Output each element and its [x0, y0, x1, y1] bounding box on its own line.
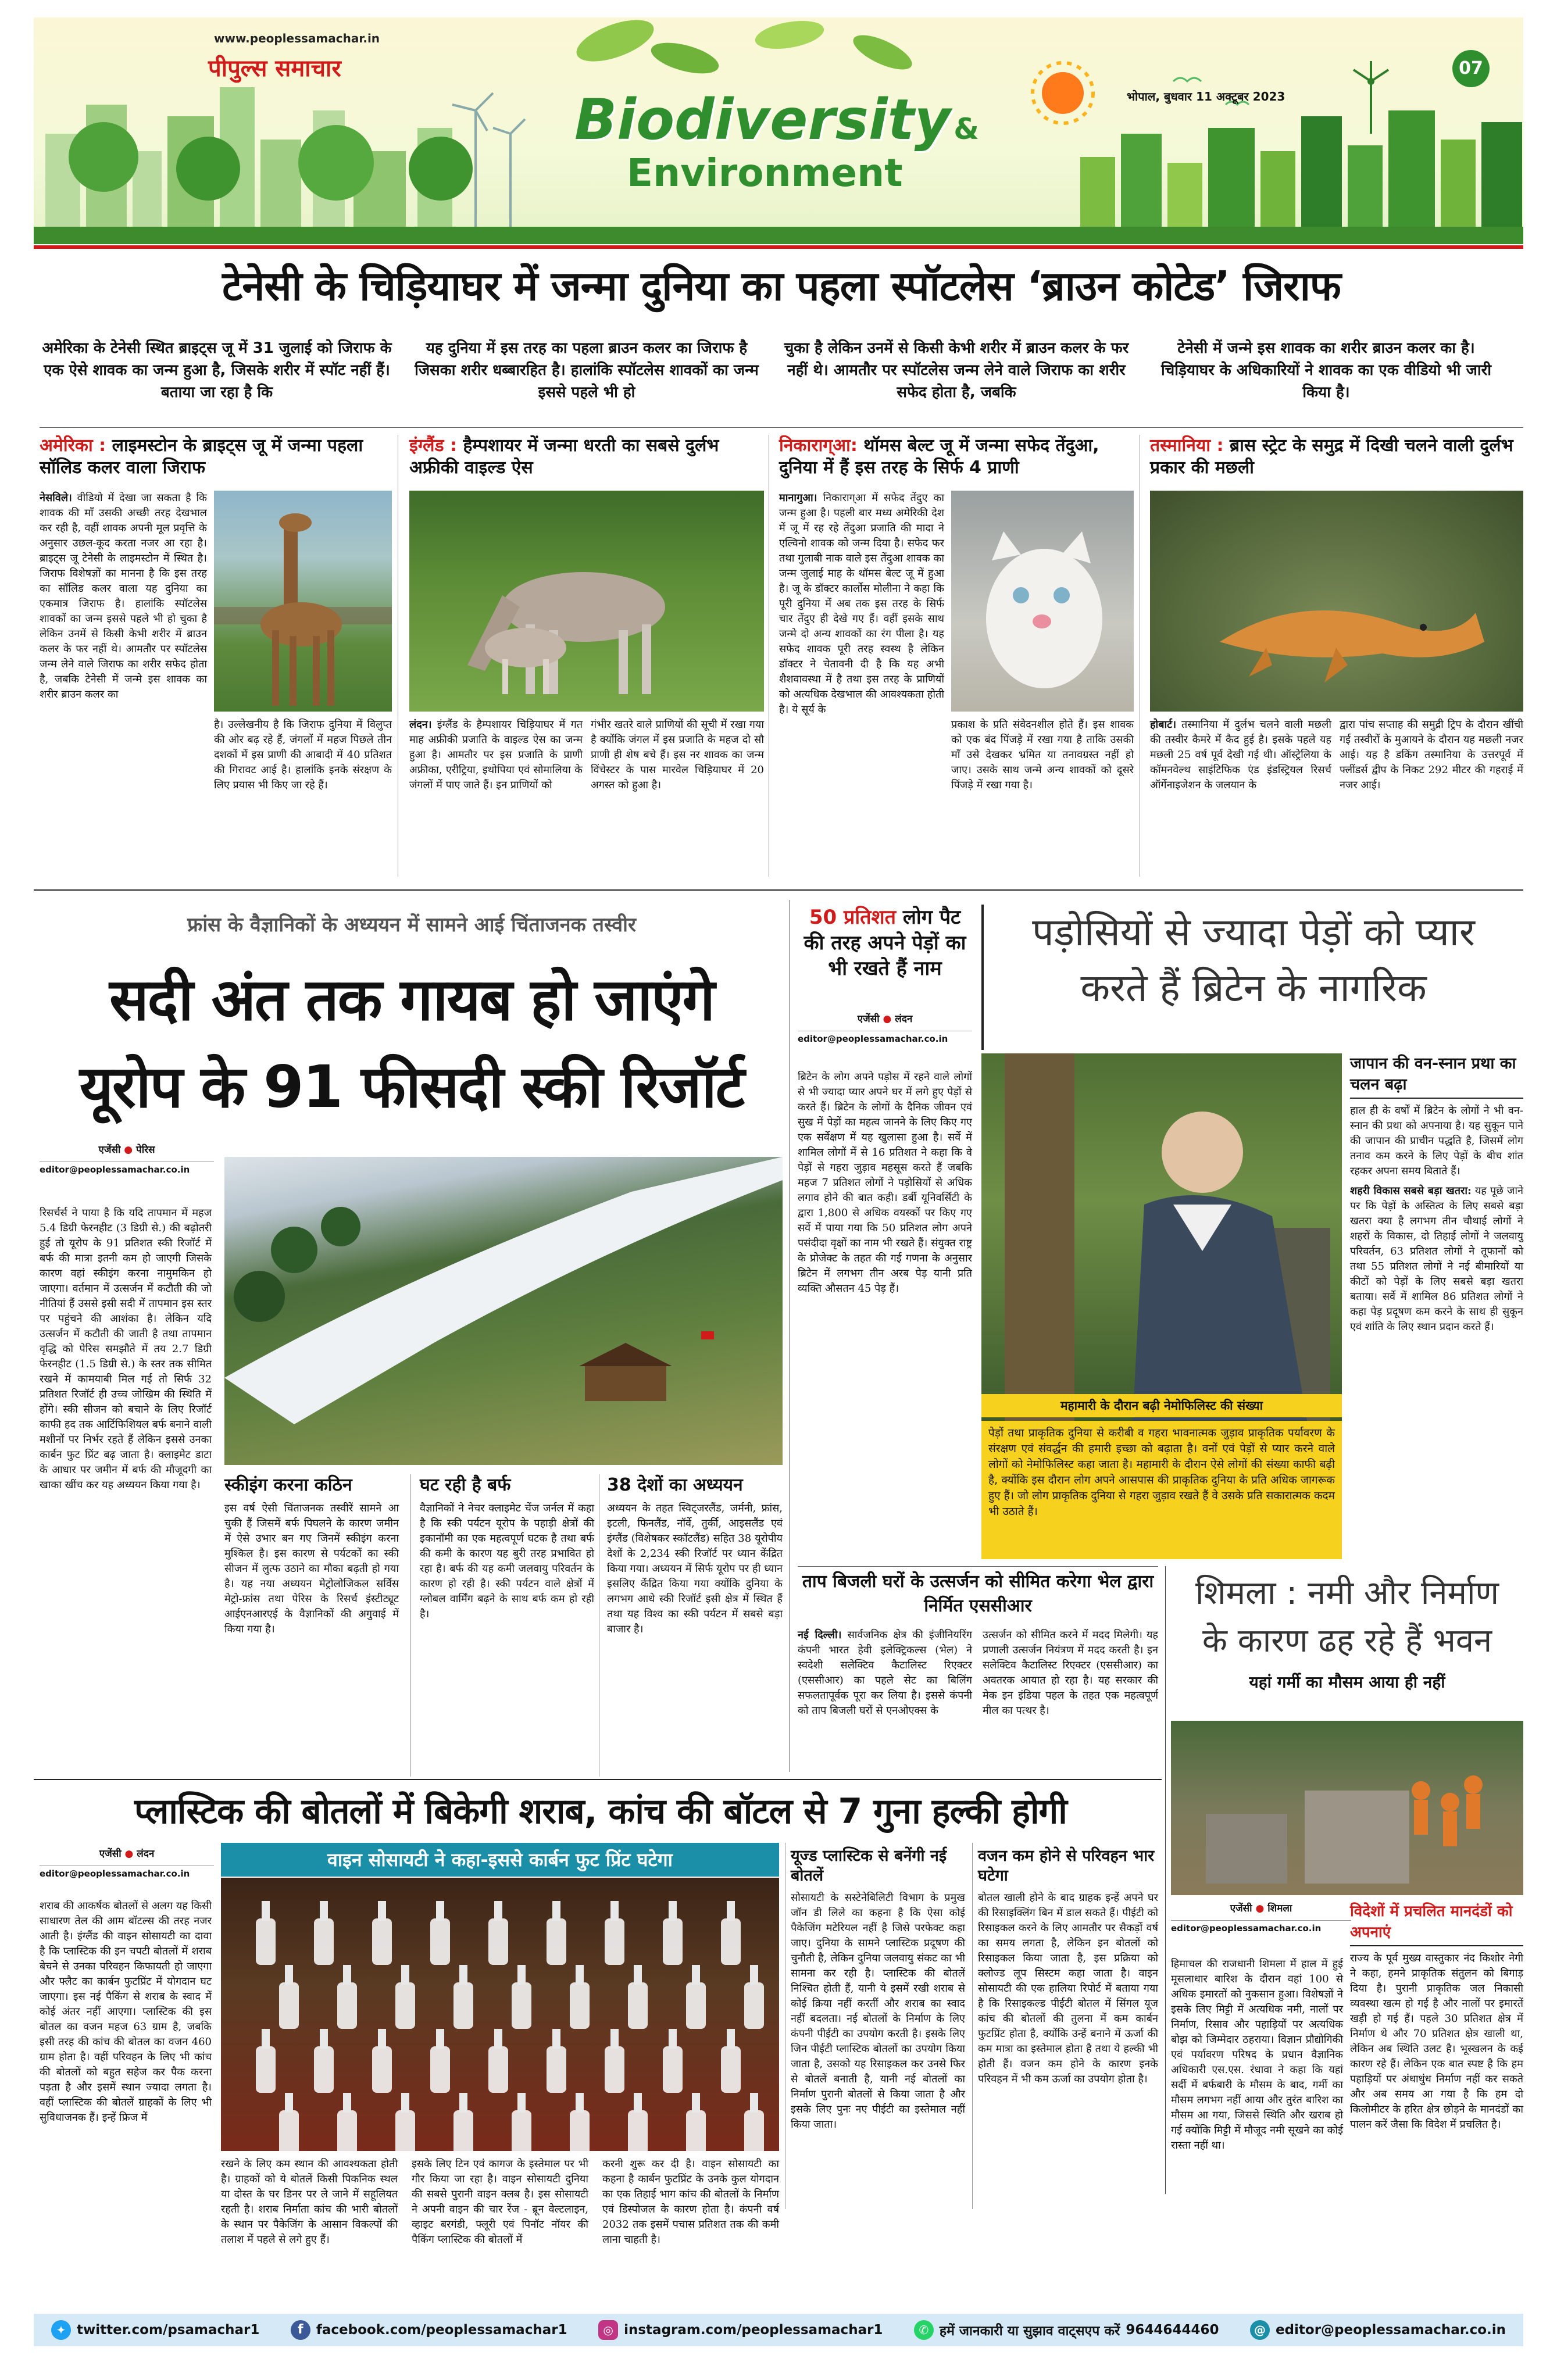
story-3-lead: मानागुआ। — [779, 492, 817, 504]
plastic-sub-1 — [791, 1846, 965, 2132]
story-2-body: इंग्लैंड के हैम्पशायर चिड़ियाघर में गत माह अफ्रीकी प्रजाति के वाइल्ड ऐस का जन्म हुआ है। आमतौर पर इस प्रजाति के प्राणी अफ्रीका, एरीट्रिया, इथोपिया एवं सोमालिया के जंगलों में पाए जाते हैं। इन प्राणियों को — [409, 719, 583, 791]
ski-agency: एजेंसी — [98, 1144, 121, 1156]
shimla-byline — [1171, 1901, 1351, 1934]
col-divider — [972, 1843, 973, 2209]
plastic-agency-line: एजेंसी ● लंदन — [99, 1848, 155, 1860]
email-address: editor@peoplessamachar.co.in — [1275, 2322, 1506, 2338]
ski-kicker: फ्रांस के वैज्ञानिकों के अध्ययन में सामने आई चिंताजनक तस्वीर — [187, 913, 636, 937]
plastic-byline — [40, 1846, 214, 1879]
shimla-body: हिमाचल की राजधानी शिमला में हाल में हुई मूसलाधार बारिश के दौरान वहां 100 से अधिक इमारतों को नुकसान हुआ। विशेषज्ञों ने इसके लिए मिट्टी में अत्यधिक नमी, नालों पर निर्माण, रिसाव और पहाड़ियों पर अत्यधिक बोझ को जिम्मेदार ठहराया। विज्ञान प्रौद्योगिकी एवं पर्यावरण परिषद के प्रधान वैज्ञानिक अधिकारी एस.एस. रंधावा ने कहा कि यहां सर्दी में बर्फबारी के मौसम के बाद, गर्मी का मौसम लगभग नहीं आया और तुरंत बारिश का मौसम आ गया, जिससे स्थिति और खराब हो गई क्योंकि मिट्टी में मौजूद नमी सूखने का कोई रास्ता नहीं था। — [1171, 1958, 1343, 2152]
pets-agency-line: एजेंसी ● लंदन — [857, 1013, 913, 1025]
shimla-agency-line: एजेंसी ● शिमला — [1230, 1903, 1292, 1914]
bottle — [256, 1901, 276, 1965]
rule-bhel — [798, 1566, 1158, 1567]
bottle — [744, 2093, 764, 2151]
bottle — [256, 2029, 276, 2093]
footer-twitter[interactable] — [51, 2320, 259, 2340]
shimla-agency: एजेंसी — [1230, 1903, 1252, 1914]
plastic-col-2: रखने के लिए कम स्थान की आवश्यकता होती है। ग्राहकों को ये बोतलें किसी पिकनिक स्थल या दोस्त के घर डिनर पर ले जाने में सहूलियत रहती है। शराब निर्माता कांच की भारी बोतलों के स्थान पर पैकेजिंग के आसान विकल्पों की तलाश में पहले से लगे हुए हैं। — [221, 2158, 398, 2246]
ski-slope-figure — [224, 1157, 783, 1465]
wild-ass-figure — [409, 491, 764, 712]
story-4-text-2: द्वारा पांच सप्ताह की समुद्री ट्रिप के दौरान खींची गई तस्वीरों के मुआयने के दौरान यह मछली नजर आई। यह है डकिंग तस्मानिया के उत्तरपूर्व में फ्लींडर्स द्वीप के निकट 292 मीटर की गहराई में नजर आई। — [1340, 719, 1523, 791]
pets-agency: एजेंसी — [857, 1013, 880, 1025]
plastic-city: लंदन — [137, 1848, 155, 1860]
giraffe-headline: टेनेसी के चिड़ियाघर में जन्मा दुनिया का पहला स्पॉटलेस ‘ब्राउन कोटेड’ जिराफ — [222, 262, 1341, 310]
ski-agency-line: एजेंसी ● पेरिस — [98, 1144, 155, 1156]
bottle — [721, 1901, 741, 1965]
bottle — [395, 1965, 415, 2029]
bottles-photo — [221, 1878, 779, 2151]
ski-byline — [40, 1142, 214, 1175]
ski-city: पेरिस — [136, 1144, 155, 1156]
bottle — [547, 1901, 566, 1965]
pets-headline-rest: लोग पैट की तरह अपने पेड़ों का भी रखते हैं नाम — [804, 906, 966, 980]
section-title — [574, 87, 979, 194]
bottle — [628, 2093, 648, 2151]
shimla-side-head: विदेशों में प्रचलित मानदंडों को अपनाएं — [1350, 1901, 1523, 1946]
title-environment: Environment — [627, 151, 903, 195]
white-leopard-figure — [951, 491, 1134, 712]
trees-figure — [981, 1053, 1342, 1421]
ski-sub-2 — [420, 1474, 594, 1622]
trees-photo — [981, 1053, 1342, 1421]
col-divider — [410, 1474, 411, 1777]
bottles-figure — [221, 1878, 779, 2151]
bottle — [279, 2093, 299, 2151]
bottle — [512, 2093, 531, 2151]
plastic-agency: एजेंसी — [99, 1848, 122, 1860]
shimla-headline-2: के कारण ढह रहे हैं भवन — [1202, 1622, 1492, 1660]
bhel-headline: ताप बिजली घरों के उत्सर्जन को सीमित करेगा भेल द्वारा निर्मित एससीआर — [802, 1571, 1154, 1616]
bottle — [372, 2029, 392, 2093]
bottle — [488, 2029, 508, 2093]
bhel-text: सार्वजनिक क्षेत्र की इंजीनियरिंग कंपनी भारत हेवी इलेक्ट्रिकल्स (भेल) ने स्वदेशी सलेक्टिव कैटालिस्ट रिएक्टर (एससीआर) का पहले सेट का बिलिंग सफलतापूर्वक पूरा कर लिया है। इससे कंपनी को ताप बिजली घरों से एनओएक्स के — [798, 1629, 972, 1717]
bottle — [453, 2093, 473, 2151]
plastic-sub-2-head: वजन कम होने से परिवहन भार घटेगा — [978, 1847, 1155, 1885]
story-2-text-2: गंभीर खतरे वाले प्राणियों की सूची में रखा गया है क्योंकि जंगल में इस प्रजाति के महज दो सौ प्राणी ही शेष बचे हैं। इस नर शावक का जन्म विंचेस्टर के पास मारवेल चिड़ियाघर में 20 अगस्त को हुआ है। — [591, 719, 764, 791]
giraffe-photo — [214, 491, 392, 712]
giraffe-intro — [40, 337, 1523, 424]
giraffe-story-1 — [40, 435, 393, 877]
footer-bar — [34, 2314, 1523, 2346]
page-number: 07 — [1452, 50, 1490, 87]
story-1-text — [40, 491, 207, 702]
wild-ass-photo — [409, 491, 764, 712]
shimla-sidebar — [1350, 1901, 1523, 2132]
trees-sidebar — [1350, 1053, 1523, 1335]
facebook-icon: f — [291, 2320, 310, 2340]
story-4-lead: होबार्ट। — [1150, 719, 1177, 731]
col-divider — [1165, 1566, 1166, 2194]
giraffe-story-3 — [779, 435, 1134, 877]
plastic-body-1: शराब की आकर्षक बोतलों से अलग यह किसी साधारण तेल की आम बॉटल्स की तरह नजर आती है। इंग्लैंड की वाइन सोसायटी का दावा है कि प्लास्टिक की इन चपटी बोतलों में शराब बेचने से उनका परिवहन किफायती हो जाएगा और फ्लैट का कार्बन फुटप्रिंट में योगदान घट जाएगा। इस नई पैकिंग से शराब के स्वाद में कोई अंतर नहीं आएगा। प्लास्टिक की इस बोतल का वजन महज 63 ग्राम है, जबकि इसी तरह की कांच की बोतल का वजन 460 ग्राम होता है। वहीं परिवहन के लिए भी कांच की बोतलों को बहुत सहेज कर पैक करना पड़ता है और इसमें स्थान ज्यादा लगता है। वहीं प्लास्टिक की बोतलें ग्राहकों के लिए भी सुविधाजनक हैं। इन्हें फ्रिज में — [40, 1900, 212, 2124]
bottle — [314, 2029, 334, 2093]
ski-body: रिसर्चर्स ने पाया है कि यदि तापमान में महज 5.4 डिग्री फेरनहीट (3 डिग्री से.) की बढ़ोतरी हुई तो यूरोप के 91 प्रतिशत स्की रिजॉर्ट में बर्फ की मात्रा इतनी कम हो जाएगी जिसके कारण वहां स्कीइंग करना नामुमकिन हो जाएगा। वर्तमान में उत्सर्जन में कटौती की जो नीतियां हैं उससे इसी सदी में तापमान इस स्तर पर पहुंचने की आशंका है। लेकिन यदि उत्सर्जन में कटौती की जाती है तथा तापमान वृद्धि को पेरिस समझौते में तय 2.7 डिग्री फेरनहीट (1.5 डिग्री से.) के स्तर तक सीमित रखने में कामयाबी मिल गई तो सिर्फ 32 प्रतिशत रिजॉर्ट ही उच्च जोखिम की स्थिति में होंगे। स्की सीजन को बचाने के लिए रिजॉर्ट काफी हद तक आर्टिफिशियल बर्फ बनाने वाली मशीनों पर निर्भर रहते हैं लेकिन इससे उनका कार्बन फुट प्रिंट बढ़ जाता है। क्लाइमेट डाटा के आधार पर जमीन में बर्फ की मौजूदगी का खाका खींच कर यह अध्ययन किया गया है। — [40, 1207, 212, 1491]
bottle — [570, 1965, 590, 2029]
story-1-head: लाइमस्टोन के ब्राइट्स जू में जन्मा पहला सॉलिड कलर वाला जिराफ — [40, 435, 363, 478]
bottle — [547, 2029, 566, 2093]
ski-sub-3 — [607, 1474, 783, 1637]
shimla-side-text: राज्य के पूर्व मुख्य वास्तुकार नंद किशोर नेगी ने कहा, हमने प्राकृतिक संतुलन को बिगाड़ दिया है। पुरानी प्राकृतिक जल निकासी व्यवस्था खत्म हो गई है और नालों पर इमारतें खड़ी हो गई हैं। पहले 30 प्रतिशत क्षेत्र में निर्माण थे और 70 प्रतिशत क्षेत्र खाली था, लेकिन अब स्थिति उलट है। भूस्खलन के कई कारण रहे हैं। लेकिन एक बात स्पष्ट है कि हम पहाड़ियों पर अंधाधुंध निर्माण नहीं कर सकते और अब समय आ गया है कि हम दो किलोमीटर के हरित क्षेत्र छोड़ने के मानदंडों का पालन करें जैसा कि विदेश में प्रचलित है। — [1350, 1952, 1523, 2131]
story-3-head: थॉमस बेल्ट जू में जन्मा सफेद तेंदुआ, दुनिया में हैं इस तरह के सिर्फ 4 प्राणी — [779, 435, 1099, 478]
story-2-head: हैम्पशायर में जन्मा धरती का सबसे दुर्लभ अफ्रीकी वाइल्ड ऐस — [409, 435, 719, 478]
white-leopard-photo — [951, 491, 1134, 712]
plastic-sub-1-text: सोसायटी के सस्टेनेबिलिटी विभाग के प्रमुख जॉन डी लिले का कहना है कि ऐसा कोई पैकेजिंग मटेरियल नहीं है जिसे परफेक्ट कहा जाए। दुनिया के सामने प्लास्टिक प्रदूषण की चुनौती है, लेकिन दुनिया जलवायु संकट का भी सामना कर रही है। प्लास्टिक की बोतलें निश्चित होती हैं, यानी ये इसमें रखी शराब से कोई क्रिया नहीं करतीं और शराब का स्वाद नहीं बदलता। नई बोतलों के निर्माण के लिए कंपनी पीईटी का उपयोग करती है। इसके लिए जिन पीईटी प्लास्टिक बोतलों का उपयोग किया जाता है, उसको यह रिसाइकल कर उनसे फिर से बोतलें बनाती है, यानी नई बोतलों का निर्माण पुरानी बोतलों से किया जाता है और इसके लिए पुनः नए पीईटी का इस्तेमाल नहीं किया जाता। — [791, 1892, 965, 2131]
ski-email[interactable]: editor@peoplessamachar.co.in — [40, 1162, 214, 1175]
bottle — [570, 2093, 590, 2151]
ski-sub-1-head: स्कीइंग करना कठिन — [224, 1475, 352, 1495]
ski-slope-photo — [224, 1157, 783, 1465]
trees-headline-box — [981, 905, 1523, 1050]
story-3-place: निकाराग्आ: — [779, 435, 858, 456]
plastic-sub-2-text: बोतल खाली होने के बाद ग्राहक इन्हें अपने घर की रिसाइक्लिंग बिन में डाल सकते हैं। पीईटी को रिसाइकल करने के लिए आमतौर पर सैकड़ों वर्ष का समय लगता है, लेकिन इन बोतलों को रिसाइकल किया जाता है, इस प्रक्रिया को क्लोज्ड लूप सिस्टम कहा जाता है। वाइन सोसायटी की एक हालिया रिपोर्ट में बताया गया है कि रिसाइकल्ड पीईटी बोतल में सिंगल यूज कांच की बोतलों की तुलना में कम कार्बन फुटप्रिंट होता है, क्योंकि उन्हें बनाने में ऊर्जा की कम मात्रा का इस्तेमाल होता है तथा ये हल्की भी होती हैं। वजन कम होने के कारण इनके परिवहन में भी कम ऊर्जा का उपयोग होता है। — [978, 1892, 1158, 2085]
story-1-text-2: है। उल्लेखनीय है कि जिराफ दुनिया में विलुप्त की ओर बढ़ रहे हैं, जंगलों में महज पिछले तीन दशकों में इस प्राणी की आबादी में 40 प्रतिशत की गिरावट आई है। हालांकि इनके संरक्षण के लिए प्रयास भी किए जा रहे हैं। — [214, 719, 392, 791]
shimla-photo — [1171, 1721, 1523, 1895]
footer-facebook[interactable] — [291, 2320, 567, 2340]
story-4-place: तस्मानिया : — [1150, 435, 1224, 456]
story-3-text — [779, 491, 944, 717]
pets-email[interactable]: editor@peoplessamachar.co.in — [798, 1031, 972, 1044]
story-1-title — [40, 435, 393, 479]
ski-sub-2-text: वैज्ञानिकों ने नेचर क्लाइमेट चेंज जर्नल में कहा है कि स्की पर्यटन यूरोप के पहाड़ी क्षेत्रों की इकानॉमी का एक महत्वपूर्ण घटक है तथा बर्फ की कमी के कारण यह बुरी तरह प्रभावित हो रहा है। बर्फ की यह कमी जलवायु परिवर्तन के कारण हो रही है। स्की पर्यटन वाले क्षेत्रों में ग्लोबल वार्मिंग बढ़ने के साथ बर्फ कम हो रही है। — [420, 1502, 594, 1620]
bhel-body-2: उत्सर्जन को सीमित करने में मदद मिलेगी। यह प्रणाली उत्सर्जन नियंत्रण में मदद करती है। इन सलेक्टिव कैटालिस्ट रिएक्टर (एससीआर) का अवतरक आयात हो रहा है। यह सरकार की मेक इन इंडिया पहल के तहत एक महत्वपूर्ण मील का पत्थर है। — [983, 1629, 1158, 1717]
story-4-head: ब्रास स्ट्रेट के समुद्र में दिखी चलने वाली दुर्लभ प्रकार की मछली — [1150, 435, 1513, 478]
walking-fish-figure — [1150, 491, 1523, 712]
story-3-text-2: प्रकाश के प्रति संवेदनशील होते हैं। इस शावक को एक बंद पिंजड़े में रखा गया है ताकि उसकी माँ उसे देखकर भ्रमित या तनावग्रस्त नहीं हो जाए। उसके साथ जन्मे अन्य शावकों को दूसरे पिंजड़े में रखा गया है। — [951, 719, 1134, 791]
story-1-place: अमेरिका : — [40, 435, 106, 456]
story-2-text — [409, 717, 583, 793]
footer-email[interactable] — [1250, 2320, 1506, 2340]
story-3-title — [779, 435, 1134, 479]
pets-headline-highlight: 50 प्रतिशत — [809, 906, 897, 929]
ski-sub-1 — [224, 1474, 399, 1637]
story-3-body: निकाराग्आ में सफेद तेंदुए का जन्म हुआ है। पहली बार मध्य अमेरिकी देश में जू में रह रहे तेंदुआ प्रजाति की मादा ने एल्विनो शावक को जन्म दिया है। सफेद फर तथा गुलाबी नाक वाले इस तेंदुआ शावक का जन्म जुलाई माह के थॉमस बेल्ट जू में हुआ है। जू के डॉक्टर कार्लोस मोलीना ने कहा कि पूरी दुनिया में अब तक इस तरह के सिर्फ चार तेंदुए ही देखे गए हैं। वहीं इसके साथ जन्मे दो अन्य शावकों का रंग पीला है। यह सफेद शावक पूरी तरह स्वस्थ है लेकिन डॉक्टर ने चेतावनी दी है कि यह अभी शैशवावस्था में है तथा इस तरह के प्राणियों को अत्यधिक देखभाल की आवश्यकता होती है। ये सूर्य के — [779, 492, 944, 716]
bottle — [663, 1901, 683, 1965]
story-4-text — [1150, 717, 1331, 793]
trees-caption-title: महामारी के दौरान बढ़ी नेमोफिलिस्ट की संख्या — [981, 1394, 1342, 1417]
shimla-figure — [1171, 1721, 1523, 1895]
bottle — [314, 1901, 334, 1965]
intro-col-1: अमेरिका के टेनेसी स्थित ब्राइट्स जू में 31 जुलाई को जिराफ के एक ऐसे शावक का जन्म हुआ है, जिसके शरीर में स्पॉट नहीं हैं। बताया जा रहा है कि — [42, 340, 392, 401]
bottle — [721, 2029, 741, 2093]
rule-plastic — [34, 1779, 1162, 1780]
footer-instagram[interactable] — [598, 2320, 883, 2340]
trees-headline-1: पड़ोसियों से ज्यादा पेड़ों को प्यार — [1032, 910, 1475, 955]
title-amp: & — [954, 112, 979, 146]
bottle — [512, 1965, 531, 2029]
shimla-email[interactable]: editor@peoplessamachar.co.in — [1171, 1920, 1351, 1934]
story-1-lead: नेसविले। — [40, 492, 72, 504]
ski-sub-3-text: अध्ययन के तहत स्विट्जरलैंड, जर्मनी, फ्रांस, इटली, फिनलैंड, नॉर्वे, तुर्की, आइसलैंड एवं इंग्लैंड (विशेषकर स्कॉटलैंड) सहित 38 यूरोपीय देशों के 2,234 स्की रिजॉर्ट पर ध्यान केंद्रित किया गया। अध्ययन में सिर्फ यूरोप पर ही ध्यान इसलिए केंद्रित किया गया क्योंकि दुनिया के लगभग आधे स्की रिजॉर्ट इसी क्षेत्र में स्थित हैं तथा यह विश्व का स्की पर्यटन में सबसे बड़ा बाजार है। — [607, 1502, 783, 1635]
whatsapp-text: हमें जानकारी या सुझाव वाट्सएप करें — [939, 2324, 1120, 2339]
story-4-body: तस्मानिया में दुर्लभ चलने वाली मछली की तस्वीर कैमरे में कैद हुई है। इसके पहले यह मछली 25 वर्ष पूर्व देखी गई थी। ऑस्ट्रेलिया के कॉमनवेल्थ साइंटिफिक एंड इंडस्ट्रियल रिसर्च ऑर्गेनाइजेशन के जलयान के — [1150, 719, 1331, 791]
twitter-icon: ✦ — [51, 2320, 71, 2340]
pets-headline — [798, 905, 972, 981]
rule-mid — [34, 889, 1523, 891]
rule-giraffe — [40, 427, 1523, 428]
plastic-col-3: इसके लिए टिन एवं कागज के इस्तेमाल पर भी गौर किया जा रहा है। वाइन सोसायटी दुनिया की सबसे पुरानी वाइन क्लब है। इस सोसायटी ने अपनी वाइन की चार रेंज - ब्रून वेल्टलाइन, व्हाइट बरगंडी, फ्लूरी एवं पिनॉट नॉयर की पैकिंग प्लास्टिक की बोतलों में — [412, 2158, 588, 2246]
facebook-handle: facebook.com/peoplessamachar1 — [316, 2322, 567, 2338]
email-icon: @ — [1250, 2320, 1270, 2340]
story-4-title — [1150, 435, 1523, 479]
trees-headline-2: करते हैं ब्रिटेन के नागरिक — [1080, 966, 1427, 1010]
trees-caption-text: पेड़ों तथा प्राकृतिक दुनिया से करीबी व गहरा भावनात्मक जुड़ाव प्राकृतिक पर्यावरण के संरक्षण एवं संवर्द्धन की हमारी इच्छा को बढ़ाता है। वनों एवं पेड़ों से प्यार करने वाले लोगों को नेमोफिलिस्ट कहा जाता है। महामारी के दौरान ऐसे लोगों की संख्या काफी बढ़ी है, क्योंकि इस दौरान लोग अपने आसपास की प्राकृतिक दुनिया के प्रति अधिक जागरूक हुए हैं। जो लोग प्राकृतिक दुनिया से गहरा जुड़ाव रखते हैं वे उसके प्रति सकारात्मक कदम भी उठाते हैं। — [981, 1421, 1342, 1559]
masthead — [34, 17, 1523, 244]
ski-sub-1-text: इस वर्ष ऐसी चिंताजनक तस्वीरें सामने आ चुकी हैं जिसमें बर्फ पिघलने के कारण जमीन में ऐसे उभार बन गए जिनमें स्कीइंग करना मुश्किल है। इस कारण से पर्यटकों का स्की सीजन में लुत्फ उठाने का मौका बढ़ती हो गया है। यह नया अध्ययन मेट्रोलोजिकल सर्विस मेट्रो-फ्रांस तथा पेरिस के रिसर्च इंस्टीट्यूट आईएनआरएई के वैज्ञानिकों की अगुवाई में किया गया है। — [224, 1502, 399, 1635]
story-2-title — [409, 435, 764, 479]
masthead-rule — [34, 245, 1523, 249]
bottle — [337, 2093, 357, 2151]
pets-city: लंदन — [895, 1013, 913, 1025]
trees-side-head-2: शहरी विकास सबसे बड़ा खतरा: — [1350, 1185, 1472, 1197]
bottle — [605, 1901, 624, 1965]
twitter-handle: twitter.com/psamachar1 — [77, 2322, 260, 2338]
pets-byline — [798, 1012, 972, 1044]
bottle — [686, 2093, 706, 2151]
bottle — [686, 1965, 706, 2029]
title-biodiversity: Biodiversity — [574, 87, 951, 152]
bottle — [430, 1901, 450, 1965]
whatsapp-icon: ✆ — [914, 2320, 934, 2340]
shimla-subhead: यहां गर्मी का मौसम आया ही नहीं — [1249, 1673, 1445, 1692]
plastic-email[interactable]: editor@peoplessamachar.co.in — [40, 1866, 214, 1879]
ski-headline-1: सदी अंत तक गायब हो जाएंगे — [109, 966, 714, 1034]
bottle — [279, 1965, 299, 2029]
giraffe-story-2 — [409, 435, 764, 877]
shimla-headline-box — [1171, 1570, 1523, 1695]
bottle — [372, 1901, 392, 1965]
plastic-col-4: करनी शुरू कर दी है। वाइन सोसायटी का कहना है कार्बन फुटप्रिंट के उनके कुल योगदान का एक तिहाई भाग कांच की बोतलों के निर्माण एवं डिस्पोजल के कारण होता है। कंपनी वर्ष 2032 तक इसमें पचास प्रतिशत तक की कमी लाना चाहती है। — [602, 2158, 779, 2246]
website-url[interactable]: www.peoplessamachar.in — [214, 31, 380, 45]
bottle — [395, 2093, 415, 2151]
instagram-handle: instagram.com/peoplessamachar1 — [624, 2322, 883, 2338]
story-2-place: इंग्लैंड : — [409, 435, 457, 456]
shimla-city: शिमला — [1267, 1903, 1292, 1914]
bottle — [488, 1901, 508, 1965]
giraffe-story-4 — [1150, 435, 1523, 877]
bhel-body-1 — [798, 1628, 972, 1718]
walking-fish-photo — [1150, 491, 1523, 712]
ski-sub-2-head: घट रही है बर्फ — [420, 1475, 511, 1495]
whatsapp-number: 9644644460 — [1126, 2322, 1219, 2338]
story-1-body: वीडियो में देखा जा सकता है कि शावक की माँ उसकी अच्छी तरह देखभाल कर रही है, वहीं शावक अपनी मूल प्रवृत्ति के अनुसार उछल-कूद करता नजर आ रहा है। ब्राइट्स जू टेनेसी के लाइमस्टोन में स्थित है। जिराफ विशेषज्ञों का मानना है कि इस तरह का सॉलिड कलर वाला यह दुनिया का एकमात्र जिराफ है। हालांकि स्पॉटलेस शावकों का जन्म इससे पहले भी हो चुका है लेकिन उनमें से किसी केभी शरीर में ब्राउन कलर के फर नहीं थे। आमतौर पर स्पॉटलेस जन्म लेने वाले जिराफ का शरीर सफेद होता है, जबकि टेनेसी में जन्मे इस शावक का शरीर ब्राउन कलर का — [40, 492, 207, 701]
bottle — [605, 2029, 624, 2093]
intro-col-2: यह दुनिया में इस तरह का पहला ब्राउन कलर का जिराफ है जिसका शरीर धब्बारहित है। हालांकि स्पॉटलेस शावकों का जन्म इससे पहले भी हो — [415, 340, 759, 401]
bottle — [663, 2029, 683, 2093]
intro-col-3: चुका है लेकिन उनमें से किसी केभी शरीर में ब्राउन कलर के फर नहीं थे। आमतौर पर स्पॉटलेस जन्म लेने वाले जिराफ का शरीर सफेद होता है, जबकि — [784, 340, 1129, 401]
bottle — [430, 2029, 450, 2093]
bottle — [453, 1965, 473, 2029]
pets-body: ब्रिटेन के लोग अपने पड़ोस में रहने वाले लोगों से भी ज्यादा प्यार अपने घर में लगे हुए पेड़ों से करते हैं। ब्रिटेन के लोगों के दैनिक जीवन एवं सुख में पेड़ों का महत्व जानने के लिए किए गए एक सर्वेक्षण में यह खुलासा हुआ है। सर्वे में शामिल लोगों में से 16 प्रतिशत ने कहा कि वे पेड़ों से गहरा जुड़ाव महसूस करते हैं जबकि महज 7 प्रतिशत लोगों ने पड़ोसियों से अधिक लगाव होने की बात कही। डर्बी यूनिवर्सिटी के द्वारा 1,800 से अधिक वयस्कों पर किए गए सर्वे में पाया गया कि 50 प्रतिशत लोग अपने पसंदीदा वृक्षों का नाम भी रखते हैं। संयुक्त राष्ट्र के प्रोजेक्ट के तहत की गई गणना के अनुसार ब्रिटेन में लगभग तीन अरब पेड़ यानी प्रति व्यक्ति औसतन 45 पेड़ हैं। — [798, 1071, 972, 1295]
bottle — [744, 1965, 764, 2029]
plastic-headline: प्लास्टिक की बोतलों में बिकेगी शराब, कांच की बॉटल से 7 गुना हल्की होगी — [134, 1791, 1067, 1832]
bottle — [628, 1965, 648, 2029]
plastic-sub-2 — [978, 1846, 1158, 2087]
bottle — [337, 1965, 357, 2029]
story-2-lead: लंदन। — [409, 719, 432, 731]
instagram-icon: ◎ — [598, 2320, 618, 2340]
plastic-sub-1-head: यूज्ड प्लास्टिक से बनेंगी नई बोतलें — [791, 1847, 947, 1885]
bhel-lead: नई दिल्ली। — [798, 1629, 842, 1641]
ski-sub-3-head: 38 देशों का अध्ययन — [607, 1475, 743, 1495]
shimla-headline-1: शिमला : नमी और निर्माण — [1195, 1574, 1499, 1612]
trees-side-head-1: जापान की वन-स्नान प्रथा का चलन बढ़ा — [1350, 1053, 1523, 1099]
giraffe-figure — [214, 491, 392, 712]
dateline: भोपाल, बुधवार 11 अक्टूबर 2023 — [1127, 90, 1285, 103]
trees-side-text-1: हाल ही के वर्षों में ब्रिटेन के लोगों ने भी वन-स्नान की प्रथा को अपनाया है। यह सुकून पाने की जापान की प्राचीन पद्धति है, जिसमें लोग तनाव कम करने के लिए पेड़ों के बीच शांत रहकर अपना समय बिताते हैं। — [1350, 1105, 1523, 1177]
footer-whatsapp[interactable] — [914, 2320, 1219, 2340]
trees-side-2 — [1350, 1184, 1523, 1335]
plastic-banner: वाइन सोसायटी ने कहा-इससे कार्बन फुट प्रिंट घटेगा — [221, 1843, 779, 1877]
ski-headline-2: यूरोप के 91 फीसदी स्की रिजॉर्ट — [79, 1053, 744, 1121]
paper-logo: पीपुल्स समाचार — [208, 55, 341, 82]
trees-side-text-2: यह पूछे जाने पर कि पेड़ों के अस्तित्व के लिए सबसे बड़ा खतरा क्या है लगभग तीन चौथाई लोगों ने शहरों के विकास, दो तिहाई लोगों ने जलवायु परिवर्तन, 63 प्रतिशत लोगों ने तूफानों को तथा 55 प्रतिशत लोगों ने नई बीमारियों या कीटों को पेड़ों के लिए सबसे बड़ा खतरा बताया। सर्वे में शामिल 86 प्रतिशत लोगों ने कहा पेड़ प्रदूषण कम करने के साथ ही सुकून एवं शांति के लिए स्थान प्रदान करते हैं। — [1350, 1185, 1523, 1333]
intro-col-4: टेनेसी में जन्मे इस शावक का शरीर ब्राउन कलर का है। चिड़ियाघर के अधिकारियों ने शावक का एक वीडियो भी जारी किया है। — [1161, 340, 1491, 401]
